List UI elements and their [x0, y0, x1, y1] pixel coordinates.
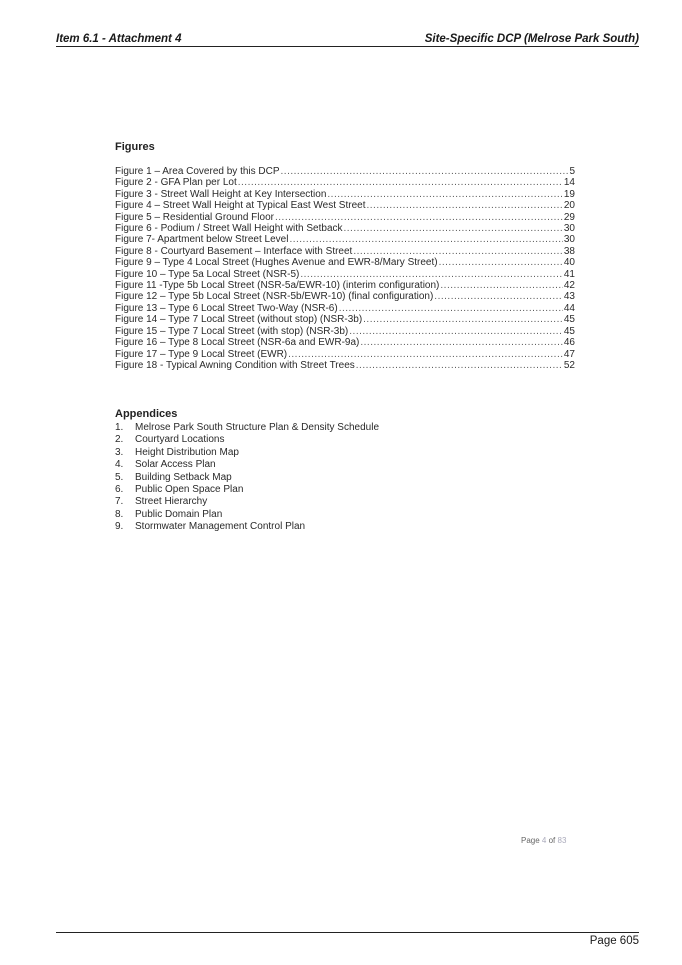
figure-toc-row: [115, 246, 575, 257]
appendix-number: 1.: [115, 422, 124, 433]
appendix-item: [115, 472, 535, 484]
appendix-item: [115, 447, 535, 459]
dot-leader: [289, 234, 562, 245]
footer-page-number: Page 605: [589, 935, 639, 947]
inner-page-number: [521, 836, 566, 845]
figure-toc-row: [115, 177, 575, 188]
appendix-label: Street Hierarchy: [135, 496, 208, 508]
appendix-label: Public Domain Plan: [135, 508, 223, 520]
figure-page-number: 45: [563, 314, 575, 326]
figure-label: Figure 6 - Podium / Street Wall Height with Setback: [115, 223, 343, 235]
appendix-label: Height Distribution Map: [135, 446, 239, 458]
figure-page-number: 52: [563, 359, 575, 371]
figure-toc-row: [115, 303, 575, 314]
dot-leader: [339, 303, 563, 314]
figure-page-number: 30: [563, 223, 575, 235]
dot-leader: [440, 280, 562, 291]
dot-leader: [366, 200, 562, 211]
dot-leader: [353, 246, 563, 257]
appendix-item: [115, 459, 535, 471]
inner-page-prefix: Page: [521, 836, 540, 845]
figures-heading: Figures: [115, 141, 155, 153]
figures-rows: [115, 166, 575, 371]
dot-leader: [363, 314, 563, 325]
figure-toc-row: [115, 326, 575, 337]
figures-list: [115, 141, 575, 371]
figure-label: Figure 13 – Type 6 Local Street Two-Way (NSR-6): [115, 302, 338, 314]
dot-leader: [439, 257, 563, 268]
figure-page-number: 5: [569, 166, 575, 177]
figure-page-number: 47: [563, 348, 575, 360]
figure-page-number: 19: [563, 188, 575, 200]
appendix-number: 5.: [115, 471, 124, 483]
appendix-label: Solar Access Plan: [135, 459, 216, 471]
page-footer: [56, 932, 639, 947]
figure-label: Figure 10 – Type 5a Local Street (NSR-5): [115, 268, 300, 280]
appendix-number: 2.: [115, 434, 124, 446]
figure-toc-row: [115, 269, 575, 280]
figure-toc-row: [115, 314, 575, 325]
figure-toc-row: [115, 291, 575, 302]
header-attachment-label: Item 6.1 - Attachment 4: [56, 33, 182, 45]
figure-toc-row: [115, 212, 575, 223]
dot-leader: [349, 326, 563, 337]
dot-leader: [238, 177, 563, 188]
figure-page-number: 38: [563, 245, 575, 257]
inner-page-current: 4: [541, 836, 547, 845]
figure-toc-row: [115, 200, 575, 211]
dot-leader: [434, 291, 563, 302]
dot-leader: [281, 166, 569, 177]
dot-leader: [360, 337, 563, 348]
dot-leader: [327, 189, 562, 200]
appendix-label: Stormwater Management Control Plan: [135, 521, 306, 533]
figure-toc-row: [115, 337, 575, 348]
appendix-number: 3.: [115, 446, 124, 458]
dot-leader: [344, 223, 563, 234]
figure-label: Figure 16 – Type 8 Local Street (NSR-6a and EWR-9a): [115, 337, 360, 349]
figure-page-number: 42: [563, 280, 575, 292]
figure-label: Figure 8 - Courtyard Basement – Interface with Street: [115, 245, 353, 257]
figure-label: Figure 4 – Street Wall Height at Typical East West Street: [115, 200, 366, 212]
appendix-number: 7.: [115, 496, 124, 508]
appendix-number: 6.: [115, 484, 124, 496]
figure-page-number: 43: [563, 291, 575, 303]
appendix-number: 9.: [115, 521, 124, 533]
figure-toc-row: [115, 166, 575, 177]
page-header: [56, 33, 639, 47]
figure-label: Figure 17 – Type 9 Local Street (EWR): [115, 348, 288, 360]
figure-toc-row: [115, 280, 575, 291]
figure-page-number: 44: [563, 302, 575, 314]
figure-label: Figure 15 – Type 7 Local Street (with stop) (NSR-3b): [115, 325, 349, 337]
appendix-item: [115, 434, 535, 446]
header-document-title: Site-Specific DCP (Melrose Park South): [424, 33, 639, 45]
figure-toc-row: [115, 360, 575, 371]
appendix-item: [115, 422, 535, 434]
figure-toc-row: [115, 189, 575, 200]
appendix-number: 4.: [115, 459, 124, 471]
figure-label: Figure 12 – Type 5b Local Street (NSR-5b/EWR-10) (final configuration): [115, 291, 434, 303]
appendix-label: Melrose Park South Structure Plan & Density Schedule: [135, 422, 380, 433]
figure-page-number: 20: [563, 200, 575, 212]
figure-toc-row: [115, 349, 575, 360]
appendix-number: 8.: [115, 508, 124, 520]
appendices-rows: [115, 422, 535, 534]
inner-page-total: 83: [557, 836, 567, 845]
figure-toc-row: [115, 257, 575, 268]
figure-page-number: 40: [563, 257, 575, 269]
appendices-heading: Appendices: [115, 408, 178, 420]
figure-label: Figure 3 - Street Wall Height at Key Intersection: [115, 188, 327, 200]
figure-label: Figure 5 – Residential Ground Floor: [115, 211, 274, 223]
appendices-list: [115, 408, 535, 534]
dot-leader: [300, 269, 563, 280]
appendix-item: [115, 496, 535, 508]
inner-page-of: of: [548, 836, 556, 845]
figure-label: Figure 7- Apartment below Street Level: [115, 234, 289, 246]
figure-label: Figure 18 - Typical Awning Condition with Street Trees: [115, 359, 355, 371]
figure-page-number: 41: [563, 268, 575, 280]
figure-label: Figure 11 -Type 5b Local Street (NSR-5a/EWR-10) (interim configuration): [115, 280, 440, 292]
appendix-label: Building Setback Map: [135, 471, 232, 483]
figure-page-number: 46: [563, 337, 575, 349]
figure-toc-row: [115, 223, 575, 234]
figure-label: Figure 14 – Type 7 Local Street (without stop) (NSR-3b): [115, 314, 363, 326]
figure-page-number: 14: [563, 177, 575, 189]
figure-toc-row: [115, 234, 575, 245]
dot-leader: [275, 212, 563, 223]
dot-leader: [288, 349, 563, 360]
appendix-label: Courtyard Locations: [135, 434, 225, 446]
figure-page-number: 29: [563, 211, 575, 223]
appendix-item: [115, 484, 535, 496]
appendix-item: [115, 509, 535, 521]
figure-label: Figure 9 – Type 4 Local Street (Hughes Avenue and EWR-8/Mary Street): [115, 257, 438, 269]
figure-label: Figure 1 – Area Covered by this DCP: [115, 166, 280, 177]
figure-label: Figure 2 - GFA Plan per Lot: [115, 177, 237, 189]
figure-page-number: 45: [563, 325, 575, 337]
figure-page-number: 30: [563, 234, 575, 246]
dot-leader: [356, 360, 563, 371]
appendix-label: Public Open Space Plan: [135, 484, 244, 496]
appendix-item: [115, 521, 535, 533]
